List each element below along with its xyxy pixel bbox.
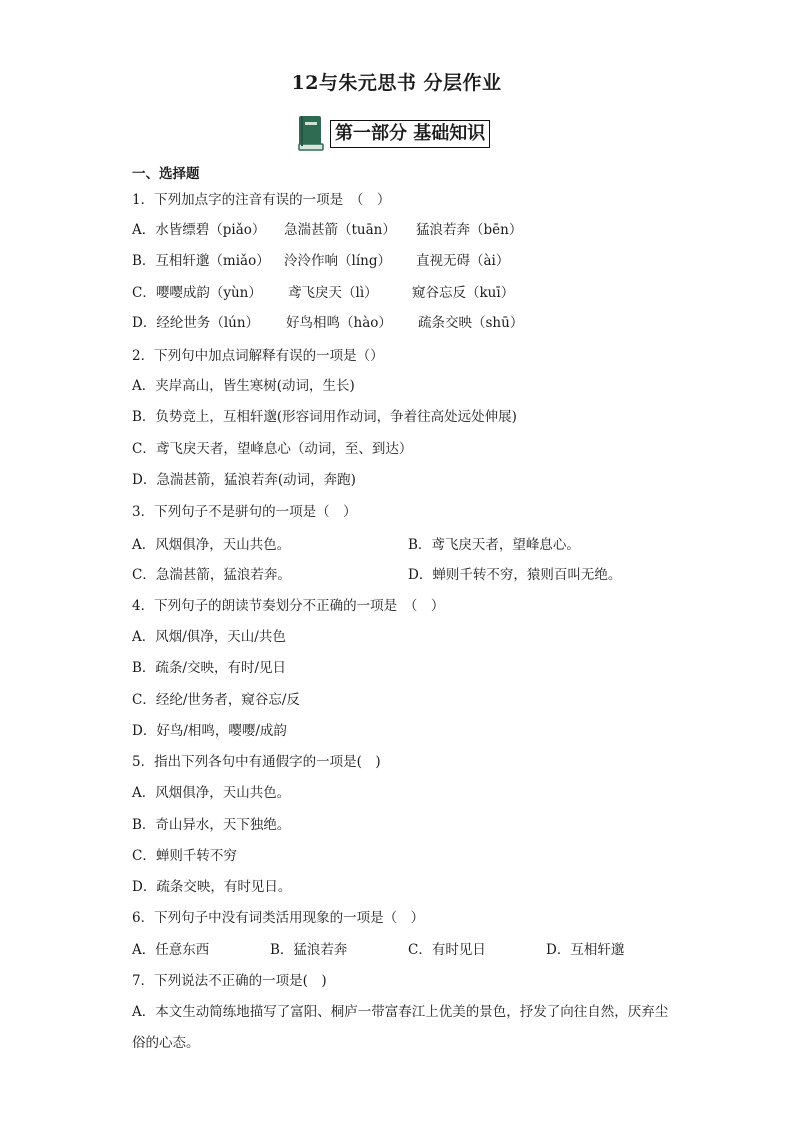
q7-option-a: A．本文生动简练地描写了富阳、桐庐一带富春江上优美的景色，抒发了向往自然，厌弃尘俗的心态。 xyxy=(132,1004,669,1051)
q6-options-row xyxy=(132,941,672,959)
q2-option-c: C．鸢飞戾天者，望峰息心（动词，至、到达） xyxy=(132,441,413,457)
q1-a-item-2: 急湍甚箭（tuān） xyxy=(284,222,396,238)
q7-stem: 7．下列说法不正确的一项是( ) xyxy=(132,973,327,989)
banner-label: 第一部分 基础知识 xyxy=(330,120,490,148)
q6-option-a: A．任意东西 xyxy=(132,942,210,958)
q5-option-b: B．奇山异水，天下独绝。 xyxy=(132,817,291,833)
q3-option-a: A．风烟俱净，天山共色。 xyxy=(132,537,291,553)
q4-stem: 4．下列句子的朗读节奏划分不正确的一项是 （ ） xyxy=(132,598,445,614)
q4-option-a: A．风烟/俱净，天山/共色 xyxy=(132,629,286,645)
q2-option-a: A．夹岸高山，皆生寒树(动词，生长) xyxy=(132,378,355,394)
q1-a-item-3: 猛浪若奔（bēn） xyxy=(416,222,523,238)
q1-option-a xyxy=(132,221,672,239)
q3-option-b: B．鸢飞戾天者，望峰息心。 xyxy=(408,537,580,553)
q3-options-row-1 xyxy=(132,536,672,554)
q1-stem: 1．下列加点字的注音有误的一项是 （ ） xyxy=(132,192,391,208)
q2-stem: 2．下列句中加点词解释有误的一项是（） xyxy=(132,348,384,364)
q6-option-d: D．互相轩邈 xyxy=(546,942,625,958)
section-banner xyxy=(296,114,490,154)
q6-option-c: C．有时见日 xyxy=(408,942,486,958)
q5-option-a: A．风烟俱净，天山共色。 xyxy=(132,785,291,801)
q3-option-d: D．蝉则千转不穷，猿则百叫无绝。 xyxy=(408,567,622,583)
book-icon xyxy=(296,114,326,154)
q3-option-c: C．急湍甚箭，猛浪若奔。 xyxy=(132,567,291,583)
q1-c-item-2: 鸢飞戾天（lì） xyxy=(288,285,378,301)
q1-d-item-1: D．经纶世务（lún） xyxy=(132,315,260,331)
q1-c-item-3: 窥谷忘反（kuī） xyxy=(412,285,515,301)
q1-option-d xyxy=(132,314,672,332)
section-heading: 一、选择题 xyxy=(132,166,200,182)
q1-b-item-1: B．互相轩邈（miǎo） xyxy=(132,253,270,269)
q4-option-d: D．好鸟/相鸣，嘤嘤/成韵 xyxy=(132,723,287,739)
q5-option-c: C．蝉则千转不穷 xyxy=(132,848,237,864)
document-title: 12与朱元思书 分层作业 xyxy=(291,72,502,94)
q1-a-item-1: A．水皆缥碧（piǎo） xyxy=(132,222,266,238)
q1-d-item-3: 疏条交映（shū） xyxy=(418,315,524,331)
q1-option-c xyxy=(132,284,672,302)
q3-stem: 3．下列句子不是骈句的一项是（ ） xyxy=(132,504,357,520)
q1-option-b xyxy=(132,252,672,270)
q4-option-b: B．疏条/交映，有时/见日 xyxy=(132,660,287,676)
q1-d-item-2: 好鸟相鸣（hào） xyxy=(286,315,392,331)
q1-b-item-2: 泠泠作响（líng） xyxy=(284,253,391,269)
q5-stem: 5．指出下列各句中有通假字的一项是( ) xyxy=(132,754,381,770)
q6-stem: 6．下列句子中没有词类活用现象的一项是（ ） xyxy=(132,910,425,926)
q2-option-d: D．急湍甚箭，猛浪若奔(动词，奔跑) xyxy=(132,472,356,488)
q1-c-item-1: C．嘤嘤成韵（yùn） xyxy=(132,285,262,301)
q3-options-row-2 xyxy=(132,566,672,584)
q1-b-item-3: 直视无碍（ài） xyxy=(416,253,510,269)
q4-option-c: C．经纶/世务者，窥谷忘/反 xyxy=(132,692,300,708)
q5-option-d: D．疏条交映，有时见日。 xyxy=(132,879,292,895)
q6-option-b: B．猛浪若奔 xyxy=(270,942,348,958)
q2-option-b: B．负势竞上，互相轩邈(形容词用作动词，争着往高处远处伸展) xyxy=(132,409,517,425)
